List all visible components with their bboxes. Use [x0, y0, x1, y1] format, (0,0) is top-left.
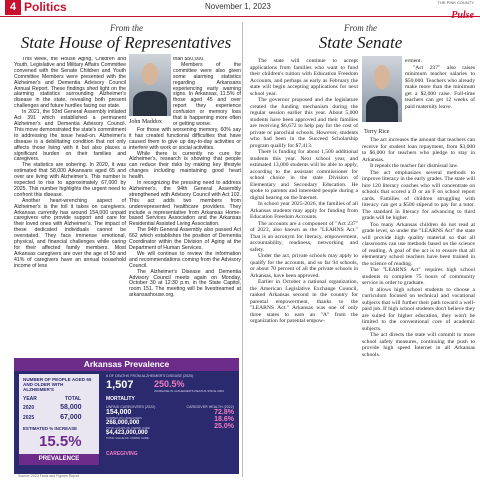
paragraph: The 94th General Assembly also passed Act 662 which establishes the position of Dementia Coordinator within the Division of Aging at the Department of Human Services. [129, 227, 241, 251]
paragraph: The statistics are sobering. In 2020, it was estimated that 58,000 Arkansans aged 65 and over are living with Alzheimer's. This number is expected to rise to approximately 67,000 by 2025. This number highlights the urgent need to confront this disease. [14, 162, 126, 198]
caregiver-count: 154,000 [106, 409, 132, 416]
paragraph: The "LEARNS Act" requires high school students to complete 75 hours of community service in order to graduate. [362, 267, 475, 286]
caregiver-health-label: CAREGIVER HEALTH (2022) [186, 405, 234, 409]
prevalence-box [19, 374, 99, 454]
paragraph: The state will continue to accept applications from families who want to fund their children's tuition with Education Freedom Accounts, and perhaps as early as February the state will begin accepting applications for next school year. [250, 58, 358, 97]
paragraph: Another heart-wrenching aspect of Alzheimer's is the toll it takes on caregivers. Arkansas currently has around 154,000 unpaid caregivers who provide support and care for their loved ones with Alzheimer's. The impact of these dedicated individuals cannot be overstated. They face immense emotional, physical, and financial challenges while caring for their affected family members. Most Arkansas caregivers are over the age of 50 and 41% of caregivers have an annual household income of less [14, 197, 126, 269]
mortality-caregiving-panel [106, 374, 234, 440]
column-divider [242, 22, 243, 477]
table-row: 2025 67,000 [23, 414, 82, 421]
paragraph: erment. [405, 58, 422, 64]
paragraph: The accounts are a component of "Act 237" of 2023, also known as the "LEARNS Act." That is an acronym for literacy, empowerment, accountability, readiness, networking and safety. [250, 220, 358, 253]
health-stat: 18.6% [214, 416, 234, 423]
paragraph: Under the act, private schools may apply to qualify for the accounts, and so far 94 schools, or about 70 percent of all the private schools in Arkansas, have been approved. [250, 253, 358, 279]
paragraph: than $50,000. [173, 57, 205, 62]
table-row: 2020 58,000 [23, 404, 82, 411]
increase-value: 15.5% [39, 433, 82, 450]
issue-date: November 1, 2023 [205, 2, 271, 11]
left-kicker: From the [110, 23, 143, 33]
caregivers-label: UNPAID CAREGIVERS (2022) [106, 405, 156, 409]
right-kicker: From the [344, 23, 377, 33]
header-rule [0, 16, 480, 17]
caregiver-hours: 268,000,000 [106, 420, 140, 426]
section-label: Politics [24, 0, 67, 14]
right-headline: State Senate [318, 33, 403, 52]
paragraph: The act directs the state will commit to more school safety measures, continuing the push to provide high speed Internet in all Arkansas schools. [362, 332, 475, 358]
caregiver-note: TOTAL VALUE OF UNPAID CARE [106, 436, 149, 440]
paragraph: "Act 237" also raises minimum teacher salaries to $50,000. Teachers who already make more than the minimum get a $2,000 raise. Full-time teachers can get 12 weeks of paid maternity leave. [405, 64, 475, 110]
left-column-2 [129, 57, 241, 355]
paragraph: The act increases the amount that teachers can receive for student loan repayment, from $3,000 to $6,000 for teachers who pledge to stay in Arkansas. [362, 137, 475, 163]
deaths-label: # OF DEATHS FROM ALZHEIMER'S DISEASE (2020) [106, 374, 194, 378]
alzheimers-infographic [14, 358, 239, 474]
mortality-label: MORTALITY [106, 396, 135, 402]
caregiving-label: CAREGIVING [106, 451, 138, 457]
infographic-title: Arkansas Prevalence [14, 358, 239, 371]
page-number: 4 [5, 0, 21, 15]
paragraph: The Alzheimer's Disease and Dementia Advisory Council meets again on Monday, October 30 at 12:30 p.m. in the State Capitol, room 151. The meeting will be livestreamed at arkansashouse.org. [129, 268, 241, 299]
health-stat: 72.8% [214, 409, 234, 416]
increase-label: ESTIMATED % INCREASE [23, 426, 78, 431]
caregiver-value: $4,423,000,000 [106, 430, 148, 436]
paragraph: It repeals the teacher fair dismissal law. [370, 163, 459, 169]
publication-logo [438, 0, 474, 23]
paragraph: Members of the committee were also given some alarming statistics regarding Arkansans experiencing early warning signs. In Arkansas, 11.5% of those aged 45 and over report they experience confusion or memory loss that is happening more often or getting worse. [173, 61, 241, 127]
paragraph: In recognizing the pressing need to address Alzheimer's, the 94th General Assembly strengthened with Advisory Council with Act 102. This act adds two members from underrepresented healthcare providers. They include a representative from Arkansas Home-based Services Association and the Arkansas Residential Assisted Living Association. [129, 180, 241, 228]
author-photo-right [362, 56, 402, 122]
paragraph: In 2021, the 93rd General Assembly initiated Act 391 which established a permanent Alzheimer's and Dementia Advisory Council. This move demonstrated the state's commitment to addressing the issue head-on. Alzheimer's disease is a debilitating condition that not only affects those living with it but also places a significant burden on their families and caregivers. [14, 109, 126, 163]
paragraph: Earlier in October a national organization, the American Legislative Exchange Council, ranked Arkansas second in the country for parental empowerment, thanks to the "LEARNS Act." Arkansas was one of only three states to earn an "A" from the organization for parental empow- [250, 279, 358, 324]
right-column-2 [362, 137, 475, 476]
health-stat: 25.0% [214, 423, 234, 430]
paragraph: It allows high school students to choose a curriculum focused on technical and vocational subjects that will further their path toward a well-paid job. If high school students don't believe they are suited for higher education, they won't be limited to the conventional core of academic subjects. [362, 286, 475, 332]
prevalence-heading: NUMBER OF PEOPLE AGED 65 AND OLDER WITH ALZHEIMER'S [23, 377, 92, 392]
page-header [0, 0, 480, 16]
right-column-2-top [405, 58, 475, 138]
caregiver-note: TOTAL HOURS OF UNPAID CARE [106, 426, 150, 430]
paragraph: In school year 2025-2026, the families of all Arkansas students may apply for funding from Education Freedom Accounts. [250, 201, 358, 220]
logo-small-text: THE PINK COUNTY [437, 0, 474, 5]
deaths-increase: 250.5% [154, 379, 185, 389]
paragraph: This week, the House Aging, Children and Youth, Legislative and Military Affairs Committee convened with the Senate Children and Youth Committee Members were presented with the Alzheimer's and Dementia Advisory Council Annual Report. These findings shed light on the alarming statistics surrounding Alzheimer's disease in the state, revealing both present challenges and future hurdles facing our state. [14, 57, 126, 110]
paragraph: The governor proposed and the legislature created the funding mechanism during the regular session earlier this year. About 5,000 students have been approved and their families are receiving $6,672 to help pay for the cost of private or parochial schools. However, students who had been in the Succeed Scholarship program qualify for $7,413. [250, 97, 358, 149]
paragraph: We will continue to review the information and recommendations coming from the Advisory Council. [129, 250, 241, 269]
paragraph: The act emphasizes several methods to improve literacy in the early grades. The state will hire 120 literacy coaches who will concentrate on schools that scored a D or an F on school report cards. Families of children struggling with literacy can get a $500 stipend to pay for a tutor. The standard in literacy for advancing to third grade will be higher. [362, 169, 475, 221]
paragraph: For those with worsening memory, 60% say it has created functional difficulties that have caused them to give up day-to-day activities or interfere with work or social activities. [129, 126, 241, 151]
deaths-increase-label: INCREASE IN ALZHEIMER'S DEATHS SINCE 2000 [154, 389, 224, 393]
table-header: YEAR TOTAL [23, 396, 82, 402]
paragraph: There is funding for about 1,500 additional students this year. Next school year, and estimated 13,000 students will be able to apply, according to the assistant commissioner for school choice in the state Division of Elementary and Secondary Education. He spoke to parents and interested people during a digital hearing on the Internet. [250, 149, 358, 201]
caregiver-note: NUMBER OF CAREGIVERS [106, 416, 142, 420]
author-caption-right: Terry Rice [364, 129, 390, 135]
paragraph: While there is currently no cure for Alzheimer's, research is showing that people can reduce their risks by making key lifestyle changes including maintaining good heart health. [129, 150, 241, 181]
left-column-1 [14, 57, 126, 355]
paragraph: Too many Arkansas children do not read at grade level, so under the "LEARNS Act" the state will provide high quality material so that all classrooms can use methods based on the science of reading. A goal of the act is to ensure that all elementary school teachers have been trained in the science of reading. [362, 221, 475, 267]
left-headline: State House of Representatives [20, 33, 232, 52]
prevalence-label: PREVALENCE [19, 454, 99, 465]
infographic-source: Source: 2023 Facts and Figures Report [18, 474, 80, 478]
right-column-1 [250, 58, 358, 476]
author-caption-left: John Maddox [129, 119, 162, 125]
deaths-value: 1,507 [106, 379, 134, 391]
